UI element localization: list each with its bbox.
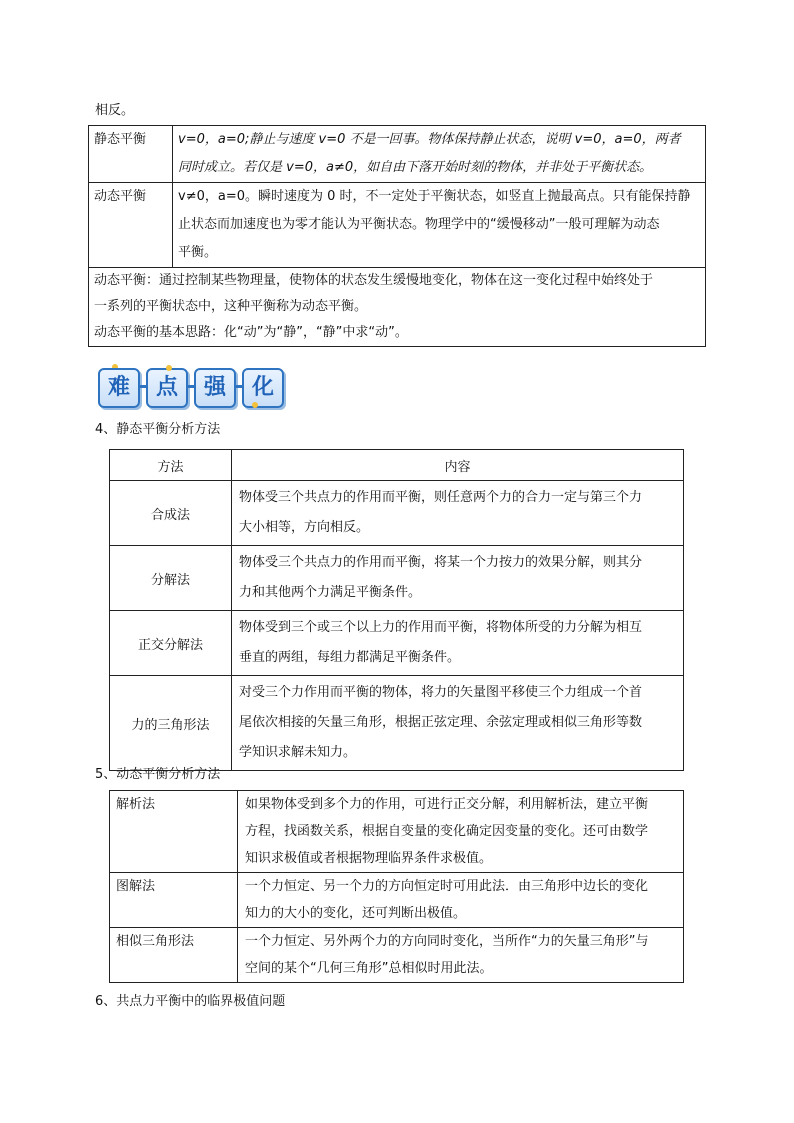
content-cell xyxy=(238,928,684,983)
header-method: 方法 xyxy=(110,450,232,481)
content-cell xyxy=(238,791,684,873)
note-line-2: 一系列的平衡状态中，这种平衡称为动态平衡。 xyxy=(94,299,368,314)
method-cell: 分解法 xyxy=(110,546,232,611)
equilibrium-table xyxy=(88,125,706,347)
method-cell: 相似三角形法 xyxy=(110,928,238,983)
banner-sparkle xyxy=(166,365,172,371)
method-cell: 力的三角形法 xyxy=(110,676,232,771)
dynamic-content xyxy=(173,183,706,268)
table-row xyxy=(110,611,684,676)
method-cell: 解析法 xyxy=(110,791,238,873)
content-line: 力和其他两个力满足平衡条件。 xyxy=(239,585,422,600)
content-line: 对受三个力作用而平衡的物体，将力的矢量图平移使三个力组成一个首 xyxy=(239,685,643,700)
banner-char-1: 难 xyxy=(107,375,130,400)
content-line: 一个力恒定、另一个力的方向恒定时可用此法．由三角形中边长的变化 xyxy=(245,879,649,894)
content-line: 大小相等，方向相反。 xyxy=(239,520,370,535)
static-label: 静态平衡 xyxy=(89,126,173,183)
static-content xyxy=(173,126,706,183)
note-line-1: 动态平衡：通过控制某些物理量，使物体的状态发生缓慢地变化，物体在这一变化过程中始终处于 xyxy=(94,273,654,288)
table-row xyxy=(110,791,684,873)
dynamic-line-3: 平衡。 xyxy=(178,245,218,260)
static-row xyxy=(89,126,706,183)
content-line: 如果物体受到多个力的作用，可进行正交分解，利用解析法，建立平衡 xyxy=(245,797,649,812)
content-cell xyxy=(238,873,684,928)
note-row xyxy=(89,268,706,347)
banner-tile-3 xyxy=(194,368,236,408)
content-line: 物体受三个共点力的作用而平衡，将某一个力按力的效果分解，则其分 xyxy=(239,555,643,570)
section6-heading: 6、共点力平衡中的临界极值问题 xyxy=(95,994,286,1009)
table-row xyxy=(110,873,684,928)
banner-tile-2 xyxy=(146,368,188,408)
table-row xyxy=(110,676,684,771)
content-line: 物体受三个共点力的作用而平衡，则任意两个力的合力一定与第三个力 xyxy=(239,490,643,505)
content-line: 空间的某个“几何三角形”总相似时用此法。 xyxy=(245,961,493,976)
dynamic-line-2: 止状态而加速度也为零才能认为平衡状态。物理学中的“缓慢移动”一般可理解为动态 xyxy=(178,217,660,232)
content-line: 学知识求解未知力。 xyxy=(239,745,357,760)
intro-text: 相反。 xyxy=(95,103,135,118)
method-cell: 图解法 xyxy=(110,873,238,928)
banner-char-2: 点 xyxy=(155,375,178,400)
banner-tile-4 xyxy=(242,368,284,408)
section4-heading: 4、静态平衡分析方法 xyxy=(95,422,221,437)
note-line-3: 动态平衡的基本思路：化“动”为“静”，“静”中求“动”。 xyxy=(94,325,408,340)
content-line: 物体受到三个或三个以上力的作用而平衡，将物体所受的力分解为相互 xyxy=(239,620,643,635)
banner-char-3: 强 xyxy=(203,375,226,400)
dynamic-methods-table xyxy=(109,790,684,983)
dynamic-label: 动态平衡 xyxy=(89,183,173,268)
content-line: 方程，找函数关系，根据自变量的变化确定因变量的变化。还可由数学 xyxy=(245,824,649,839)
table-row xyxy=(110,546,684,611)
table-row xyxy=(110,481,684,546)
table-row xyxy=(110,928,684,983)
dynamic-line-1: v≠0，a=0。瞬时速度为 0 时，不一定处于平衡状态，如竖直上抛最高点。只有能保持静 xyxy=(178,189,691,204)
table-header-row xyxy=(110,450,684,481)
content-cell xyxy=(232,481,684,546)
content-line: 垂直的两组，每组力都满足平衡条件。 xyxy=(239,650,461,665)
note-content xyxy=(89,268,706,347)
method-cell: 合成法 xyxy=(110,481,232,546)
method-cell: 正交分解法 xyxy=(110,611,232,676)
difficulty-banner xyxy=(96,364,286,410)
content-line: 一个力恒定、另外两个力的方向同时变化，当所作“力的矢量三角形”与 xyxy=(245,934,649,949)
content-cell xyxy=(232,546,684,611)
content-cell xyxy=(232,611,684,676)
content-line: 知识求极值或者根据物理临界条件求极值。 xyxy=(245,851,493,866)
static-line-1: v=0，a=0;静止与速度 v=0 不是一回事。物体保持静止状态，说明 v=0，a=0，两者 xyxy=(178,132,681,147)
section5-heading: 5、动态平衡分析方法 xyxy=(95,767,221,782)
content-line: 知力的大小的变化，还可判断出极值。 xyxy=(245,906,467,921)
header-content: 内容 xyxy=(232,450,684,481)
banner-sparkle xyxy=(252,402,258,408)
content-cell xyxy=(232,676,684,771)
banner-char-4: 化 xyxy=(251,375,274,400)
banner-tile-1 xyxy=(98,368,140,408)
static-line-2: 同时成立。若仅是 v=0，a≠0，如自由下落开始时刻的物体，并非处于平衡状态。 xyxy=(178,160,653,175)
static-methods-table xyxy=(109,449,684,771)
content-line: 尾依次相接的矢量三角形，根据正弦定理、余弦定理或相似三角形等数 xyxy=(239,715,643,730)
dynamic-row xyxy=(89,183,706,268)
